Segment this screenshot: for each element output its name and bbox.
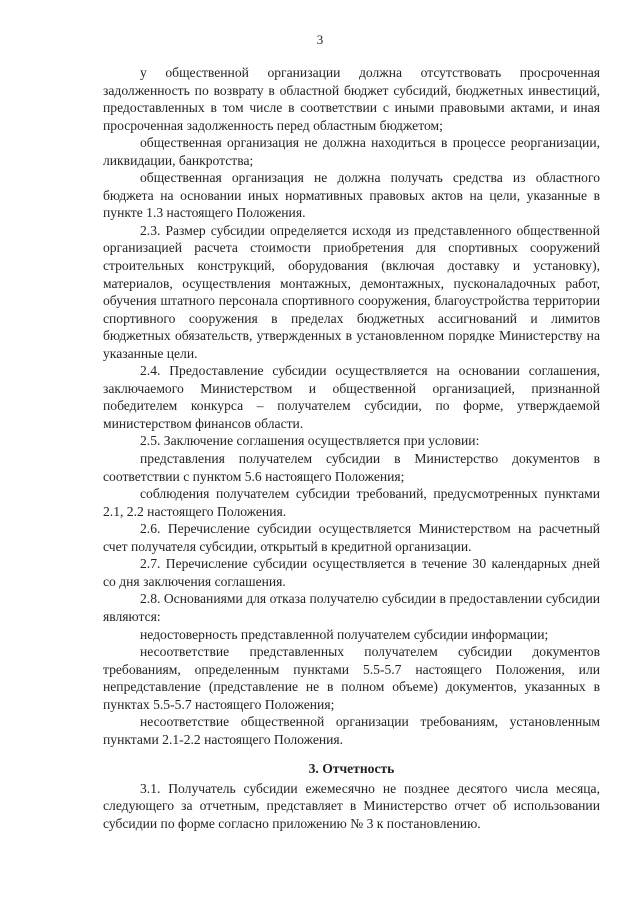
paragraph-2-6: 2.6. Перечисление субсидии осуществляется Министерством на расчетный счет получателя субсидии, открытый в кредитной организации. [103,521,600,554]
paragraph-debt-requirement: у общественной организации должна отсутствовать просроченная задолженность по возврату в областной бюджет субсидий, бюджетных инвестиций, предоставленных в том числе в соответствии с иными правовыми актами, и иная просроченная задолженность перед областным бюджетом; [103,65,600,133]
paragraph-2-8-reason-documents: несоответствие представленных получателем субсидии документов требованиям, определенным пунктами 5.5-5.7 настоящего Положения, или непредставление (представление не в полном объеме) документов, указанных в пунктах 5.5-5.7 настоящего Положения; [103,644,600,712]
section-heading-reporting: 3. Отчетность [308,761,395,777]
paragraph-other-funds-requirement: общественная организация не должна получать средства из областного бюджета на основании иных нормативных правовых актов на цели, указанные в пункте 1.3 настоящего Положения. [103,170,600,221]
page-number: 3 [316,32,324,47]
document-body [103,64,600,833]
paragraph-2-4: 2.4. Предоставление субсидии осуществляется на основании соглашения, заключаемого Министерством и общественной организацией, признанной победителем конкурса – получателем субсидии, по форме, утверждаемой министерством финансов области. [103,363,600,431]
paragraph-reorganization-requirement: общественная организация не должна находиться в процессе реорганизации, ликвидации, банкротства; [103,135,600,168]
paragraph-2-8-reason-unreliable: недостоверность представленной получателем субсидии информации; [140,626,549,642]
paragraph-2-8: 2.8. Основаниями для отказа получателю субсидии в предоставлении субсидии являются: [103,591,600,624]
paragraph-2-5: 2.5. Заключение соглашения осуществляется при условии: [140,433,480,449]
paragraph-2-8-reason-requirements: несоответствие общественной организации требованиям, установленным пунктами 2.1-2.2 настоящего Положения. [103,714,600,747]
paragraph-2-5-condition-documents: представления получателем субсидии в Министерство документов в соответствии с пунктом 5.6 настоящего Положения; [103,451,600,484]
paragraph-2-3: 2.3. Размер субсидии определяется исходя из представленного общественной организацией расчета стоимости приобретения для спортивных сооружений строительных конструкций, оборудования (включая доставку и установку), материалов, осуществления монтажных, демонтажных, пусконаладочных работ, обучения штатного персонала спортивного сооружения, благоустройства территории спортивного сооружения в пределах бюджетных ассигнований и лимитов бюджетных обязательств, утвержденных в установленном порядке Министерству на указанные цели. [103,222,600,361]
paragraph-2-5-condition-requirements: соблюдения получателем субсидии требований, предусмотренных пунктами 2.1, 2.2 настоящего Положения. [103,486,600,519]
paragraph-3-1: 3.1. Получатель субсидии ежемесячно не позднее десятого числа месяца, следующего за отчетным, представляет в Министерство отчет об использовании субсидии по форме согласно приложению № 3 к постановлению. [103,780,600,831]
paragraph-2-7: 2.7. Перечисление субсидии осуществляется в течение 30 календарных дней со дня заключения соглашения. [103,556,600,589]
